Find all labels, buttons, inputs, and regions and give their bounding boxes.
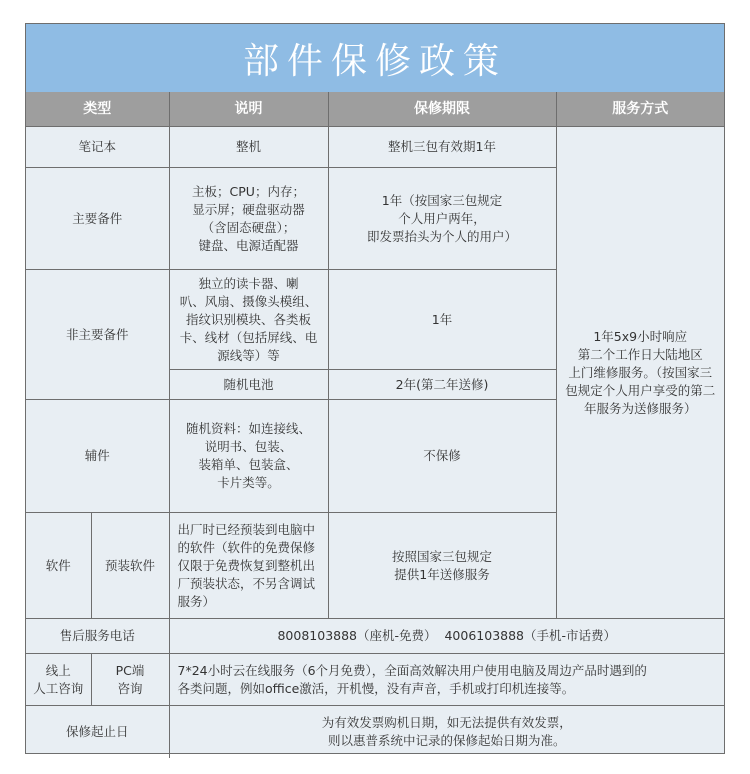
type-cell: 辅件 [26,400,169,513]
period-cell: 按照国家三包规定 提供1年送修服务 [328,513,556,619]
description-cell: 独立的读卡器、喇 叭、风扇、摄像头模组、 指纹识别模块、各类板 卡、线材（包括屏线、电 源线等）等 [169,270,328,370]
type-cell: 主要备件 [26,168,169,270]
hotline-value: 8008103888（座机-免费） 4006103888（手机-市话费） [169,619,724,654]
header-description: 说明 [169,92,328,127]
header-period: 保修期限 [328,92,556,127]
online-value: 7*24小时云在线服务（6个月免费），全面高效解决用户使用电脑及周边产品时遇到的 各类问题，例如office激活，开机慢，没有声音，手机或打印机连接等。 [169,654,724,706]
warranty-policy-table-container [25,23,725,754]
description-cell: 随机电池 [169,370,328,400]
period-cell: 2年(第二年送修) [328,370,556,400]
warranty-table [26,92,724,758]
start-date-label: 保修起止日 [26,706,169,758]
subtype-cell: 预装软件 [91,513,169,619]
hotline-label: 售后服务电话 [26,619,169,654]
description-cell: 出厂时已经预装到电脑中 的软件（软件的免费保修 仅限于免费恢复到整机出 厂预装状态，不另含调试 服务） [169,513,328,619]
header-service: 服务方式 [556,92,724,127]
period-cell: 1年 [328,270,556,370]
table-row [26,619,724,654]
type-cell: 非主要备件 [26,270,169,400]
description-cell: 随机资料：如连接线、 说明书、包装、 装箱单、包装盒、 卡片类等。 [169,400,328,513]
service-method-cell: 1年5x9小时响应 第二个工作日大陆地区 上门维修服务。（按国家三 包规定个人用户享受的第二 年服务为送修服务） [556,127,724,619]
type-cell: 软件 [26,513,91,619]
period-cell: 不保修 [328,400,556,513]
table-row [26,706,724,758]
description-cell: 主板；CPU；内存； 显示屏；硬盘驱动器 （含固态硬盘）； 键盘、电源适配器 [169,168,328,270]
description-cell: 整机 [169,127,328,168]
period-cell: 1年（按国家三包规定 个人用户两年， 即发票抬头为个人的用户） [328,168,556,270]
period-cell: 整机三包有效期1年 [328,127,556,168]
online-label: 线上 人工咨询 [26,654,91,706]
page-title: 部件保修政策 [26,24,724,93]
table-row [26,127,724,168]
header-row [26,92,724,127]
online-sublabel: PC端 咨询 [91,654,169,706]
start-date-value: 为有效发票购机日期，如无法提供有效发票， 则以惠普系统中记录的保修起始日期为准。 [169,706,724,758]
table-row [26,654,724,706]
header-type: 类型 [26,92,169,127]
type-cell: 笔记本 [26,127,169,168]
